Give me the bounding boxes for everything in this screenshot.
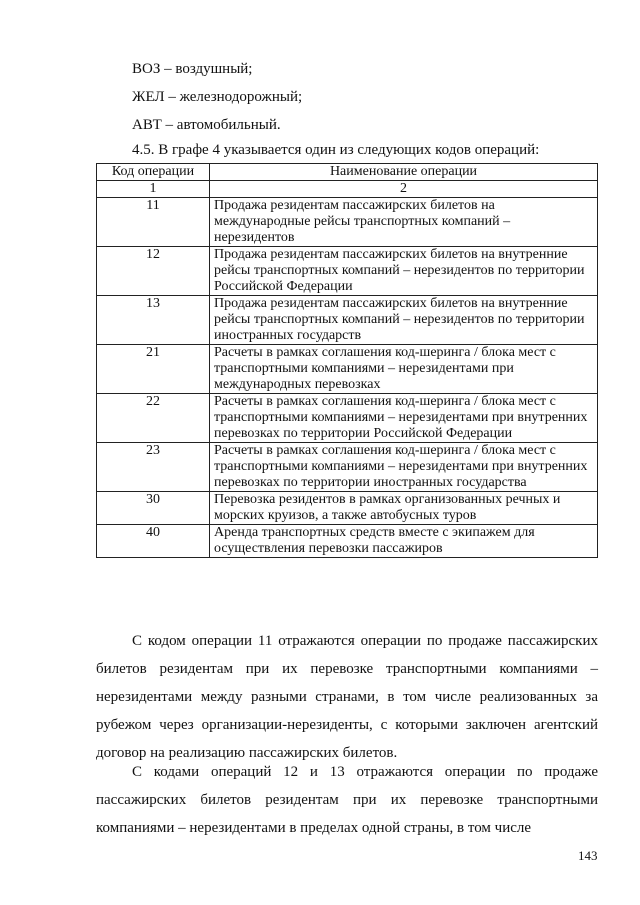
row-code: 40: [97, 525, 210, 558]
row-code: 23: [97, 443, 210, 492]
row-name: Продажа резидентам пассажирских билетов на внутренние рейсы транспортных компаний – нерезидентов по территории иностранных государств: [210, 296, 598, 345]
row-name: Продажа резидентам пассажирских билетов на международные рейсы транспортных компаний – нерезидентов: [210, 198, 598, 247]
table-row: [97, 198, 598, 247]
table-row: [97, 345, 598, 394]
row-name: Перевозка резидентов в рамках организованных речных и морских круизов, а также автобусных туров: [210, 492, 598, 525]
row-code: 12: [97, 247, 210, 296]
row-code: 13: [97, 296, 210, 345]
table-header-row: [97, 164, 598, 181]
operation-codes-table: [96, 163, 598, 558]
table-row: [97, 394, 598, 443]
column-number-row: [97, 181, 598, 198]
row-code: 21: [97, 345, 210, 394]
page-number: 143: [578, 848, 598, 863]
list-item-auto: АВТ – автомобильный.: [132, 117, 281, 133]
row-name: Расчеты в рамках соглашения код-шеринга / блока мест с транспортными компаниями – нерезидентами при внутренних перевозках по территории Российской Федерации: [210, 394, 598, 443]
table-row: [97, 525, 598, 558]
list-item-air: ВОЗ – воздушный;: [132, 61, 253, 77]
column-number-1: 1: [97, 181, 210, 198]
row-name: Расчеты в рамках соглашения код-шеринга / блока мест с транспортными компаниями – нерезидентами при внутренних перевозках по территории иностранных государства: [210, 443, 598, 492]
row-name: Аренда транспортных средств вместе с экипажем для осуществления перевозки пассажиров: [210, 525, 598, 558]
table-row: [97, 492, 598, 525]
row-code: 30: [97, 492, 210, 525]
paragraph-codes-12-13: С кодами операций 12 и 13 отражаются операции по продаже пассажирских билетов резидентам при их перевозке транспортными компаниями – нерезидентами в пределах одной страны, в том числе: [96, 764, 598, 836]
list-item-rail: ЖЕЛ – железнодорожный;: [132, 89, 303, 105]
table-row: [97, 443, 598, 492]
paragraph-code-11: С кодом операции 11 отражаются операции по продаже пассажирских билетов резидентам при их перевозке транспортными компаниями – нерезидентами между разными странами, в том числе реализованных за рубежом через организации-нерезиденты, с которыми заключен агентский договор на реализацию пассажирских билетов.: [96, 633, 598, 761]
table-row: [97, 296, 598, 345]
row-name: Продажа резидентам пассажирских билетов на внутренние рейсы транспортных компаний – нерезидентов по территории Российской Федерации: [210, 247, 598, 296]
section-intro: 4.5. В графе 4 указывается один из следующих кодов операций:: [132, 142, 540, 158]
column-number-2: 2: [210, 181, 598, 198]
row-code: 11: [97, 198, 210, 247]
row-code: 22: [97, 394, 210, 443]
header-code: Код операции: [97, 164, 210, 181]
header-name: Наименование операции: [210, 164, 598, 181]
table-row: [97, 247, 598, 296]
row-name: Расчеты в рамках соглашения код-шеринга / блока мест с транспортными компаниями – нерезидентами при международных перевозках: [210, 345, 598, 394]
